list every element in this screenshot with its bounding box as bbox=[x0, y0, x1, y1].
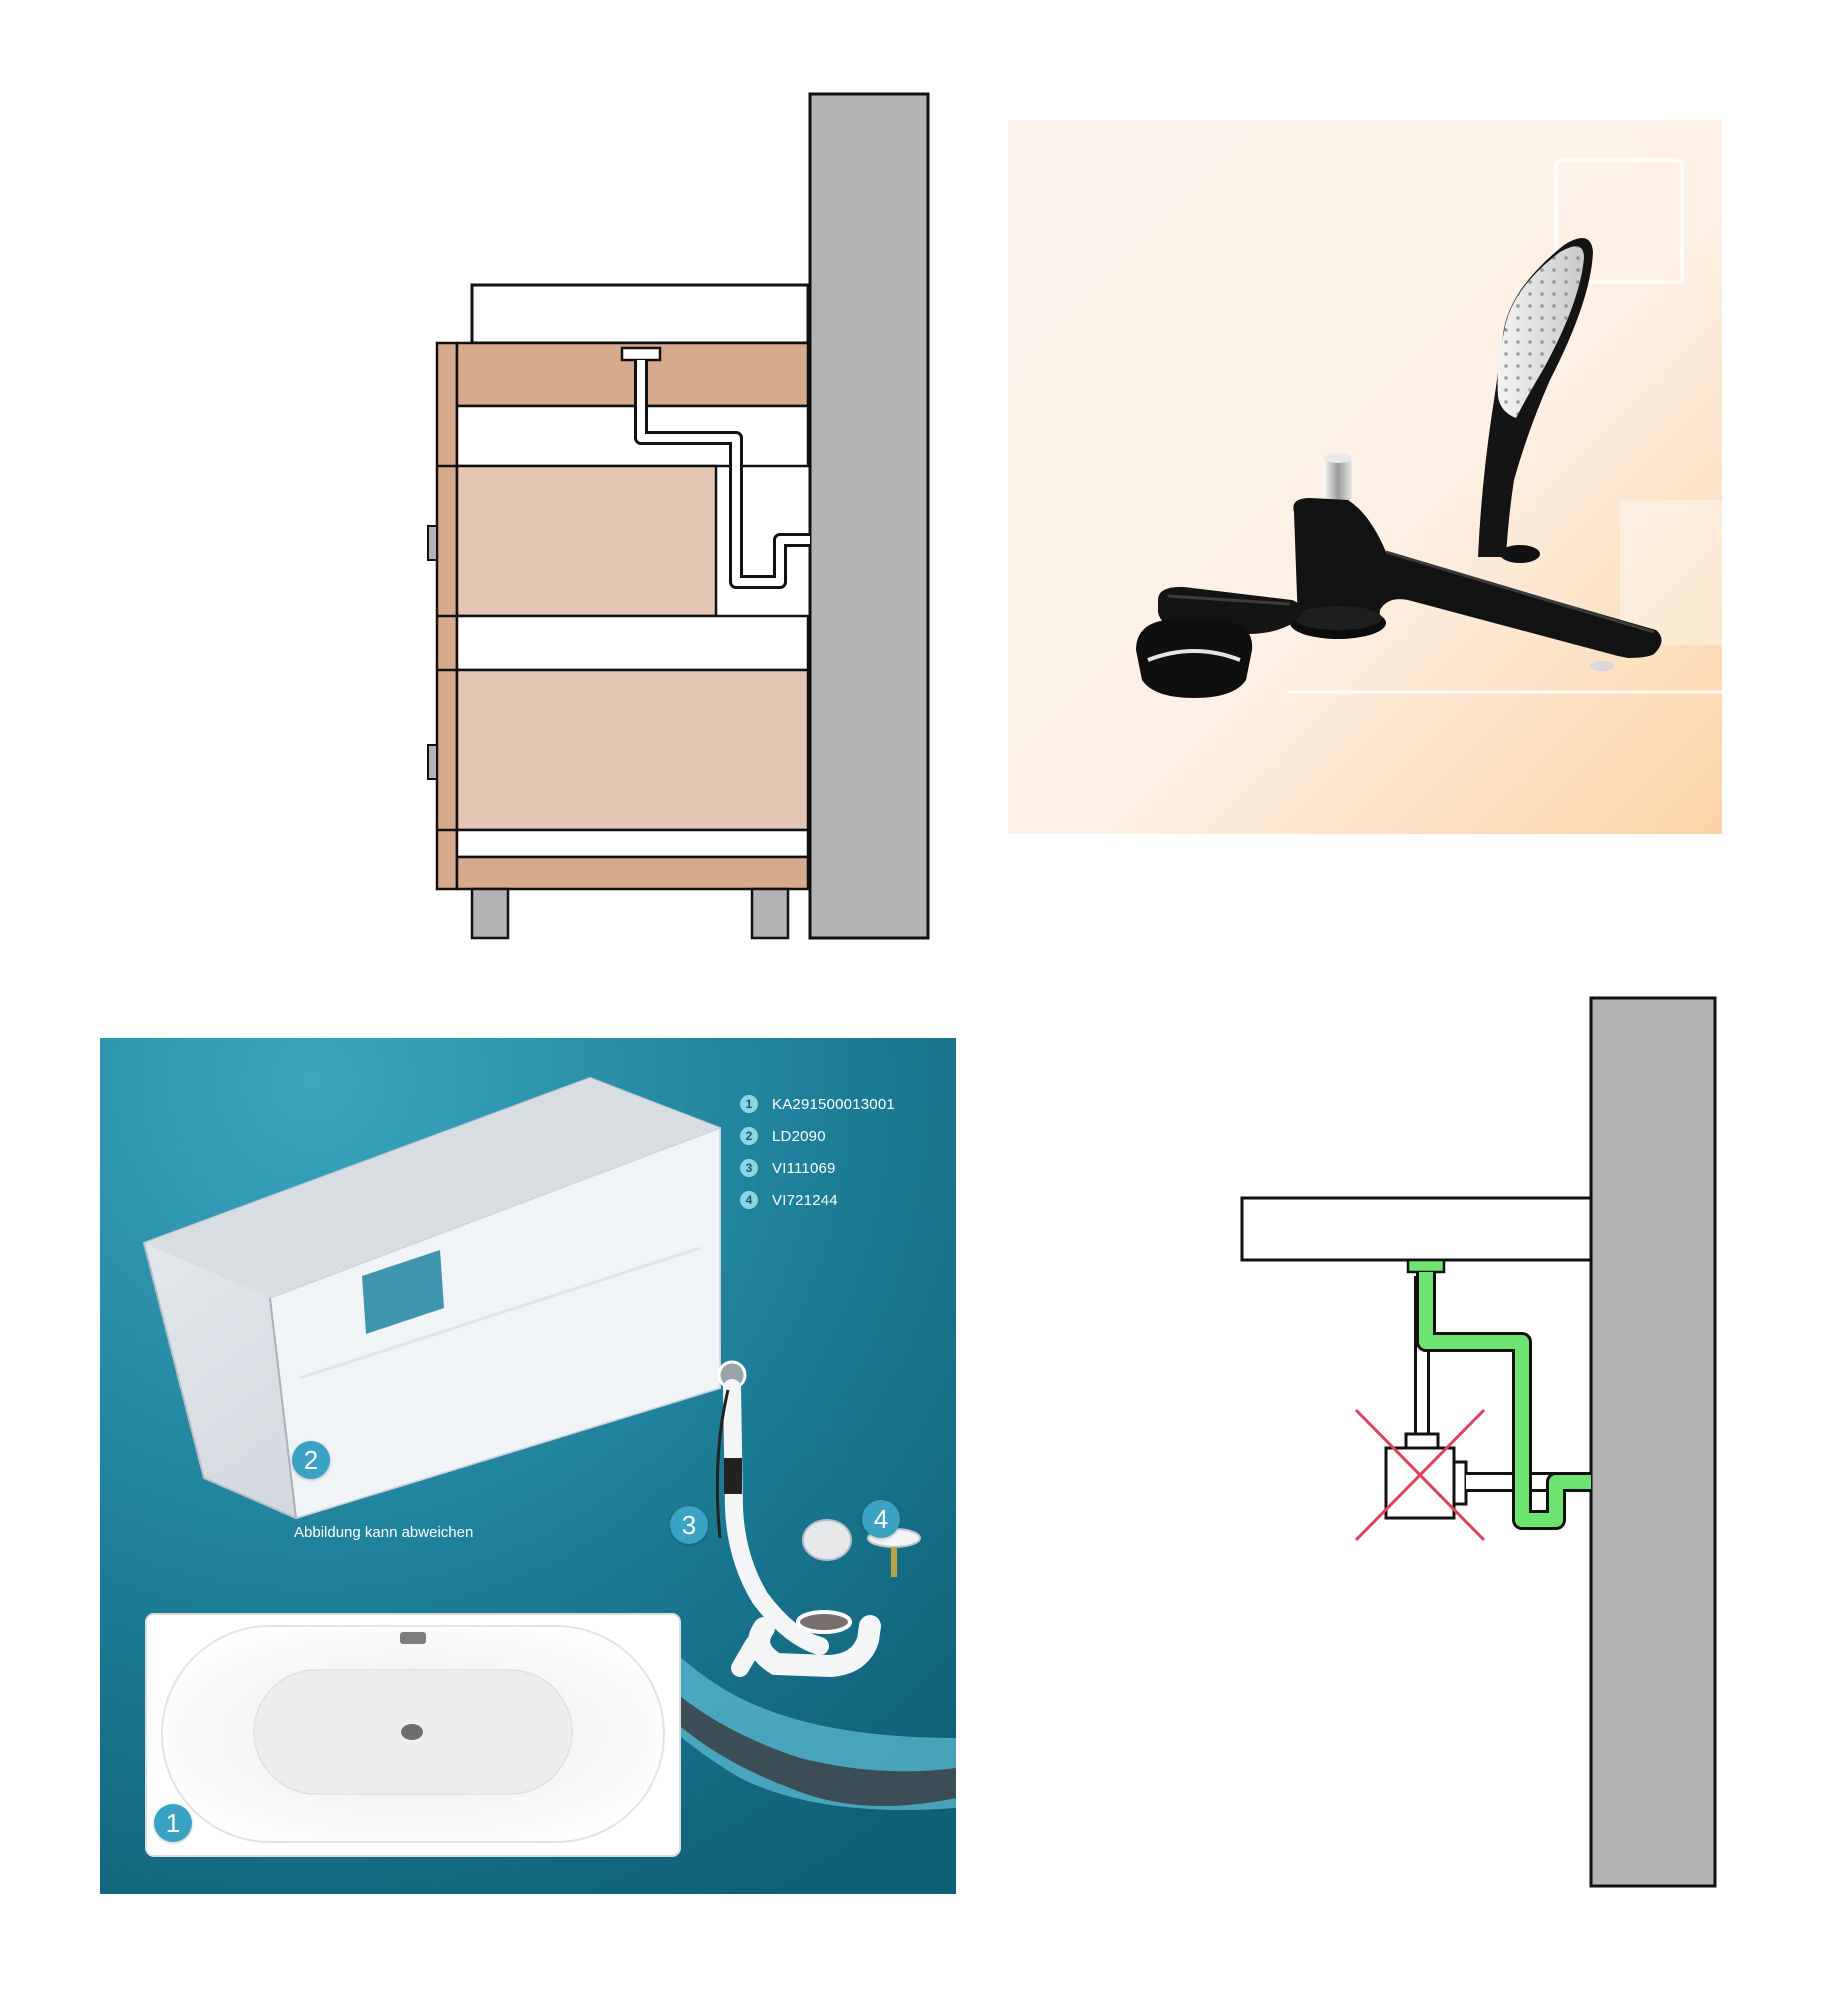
faucet-product-image bbox=[1008, 120, 1722, 834]
upper-compartment bbox=[457, 406, 808, 466]
drain-outlet bbox=[622, 348, 660, 360]
legend-code: VI721244 bbox=[772, 1191, 838, 1209]
image-disclaimer: Abbildung kann abweichen bbox=[294, 1524, 474, 1541]
legend-number: 2 bbox=[740, 1127, 758, 1145]
leg-right bbox=[752, 889, 788, 938]
basin bbox=[1242, 1198, 1591, 1260]
trap-installation-diagram bbox=[1200, 980, 1832, 1920]
bottle-trap bbox=[1386, 1448, 1454, 1518]
drawer-handle-lower bbox=[428, 745, 437, 779]
badge-waste-set: 3 bbox=[670, 1506, 708, 1544]
basin bbox=[472, 285, 808, 343]
legend-code: LD2090 bbox=[772, 1127, 826, 1145]
cabinet-drain-diagram bbox=[0, 0, 960, 980]
wall bbox=[1591, 998, 1715, 1886]
badge-bathtub: 1 bbox=[154, 1804, 192, 1842]
legend-item bbox=[740, 1088, 895, 1120]
drawer-lower-gap bbox=[457, 830, 808, 857]
legend-code: KA291500013001 bbox=[772, 1095, 895, 1113]
cabinet-bottom bbox=[457, 857, 808, 889]
leg-left bbox=[472, 889, 508, 938]
legend-number: 1 bbox=[740, 1095, 758, 1113]
faucet-background bbox=[1008, 120, 1722, 834]
drawer-upper bbox=[457, 466, 716, 616]
drawer-upper-gap bbox=[457, 616, 808, 670]
legend-number: 4 bbox=[740, 1191, 758, 1209]
legend-item bbox=[740, 1184, 895, 1216]
badge-support-box: 2 bbox=[292, 1441, 330, 1479]
legend-number: 3 bbox=[740, 1159, 758, 1177]
article-legend bbox=[740, 1088, 895, 1216]
tub-drain bbox=[401, 1724, 423, 1740]
overflow-cover bbox=[803, 1520, 851, 1560]
legend-item bbox=[740, 1120, 895, 1152]
tub-overflow bbox=[400, 1632, 426, 1644]
legend-code: VI111069 bbox=[772, 1159, 836, 1177]
legend-item bbox=[740, 1152, 895, 1184]
wall bbox=[810, 94, 928, 938]
drawer-lower bbox=[457, 670, 808, 830]
bathtub-set-image bbox=[100, 1038, 956, 1894]
diverter-knob bbox=[1324, 458, 1352, 502]
drawer-handle-upper bbox=[428, 526, 437, 560]
badge-plug-set: 4 bbox=[862, 1500, 900, 1538]
drain-outlet-green bbox=[1408, 1260, 1444, 1272]
